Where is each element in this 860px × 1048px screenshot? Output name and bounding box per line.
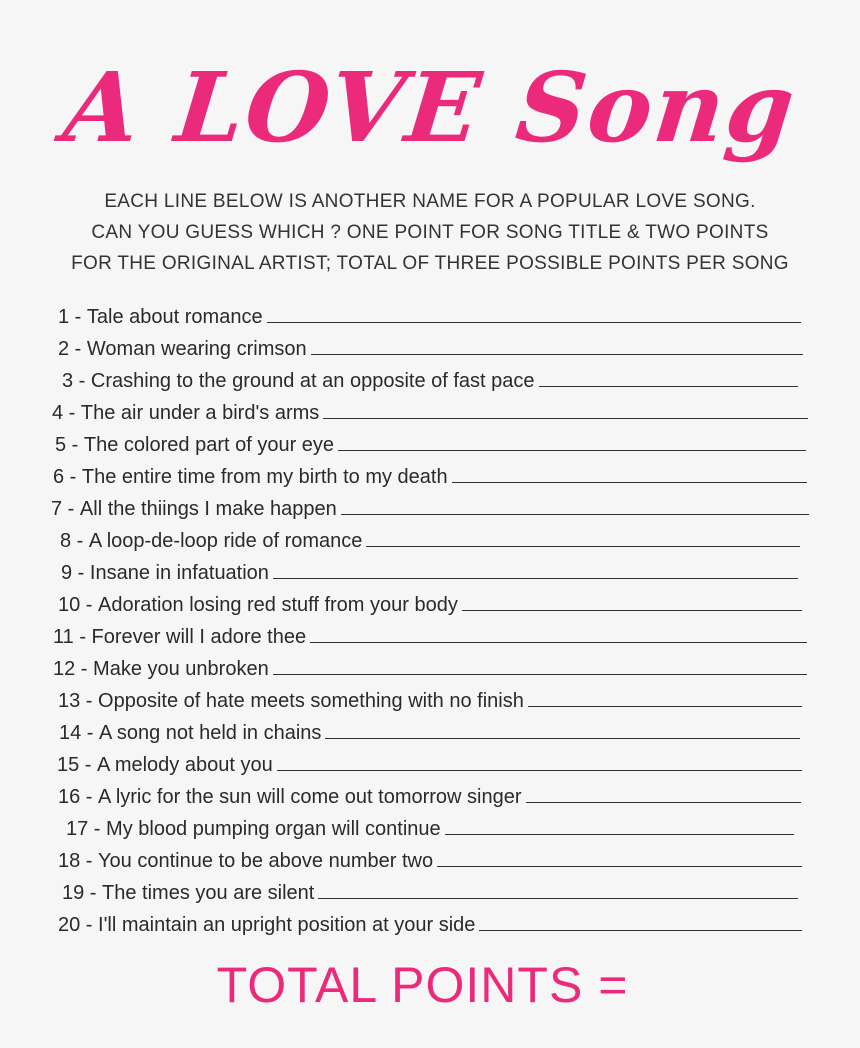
question-number: 11 <box>53 626 74 648</box>
question-text: Opposite of hate meets something with no finish <box>98 690 524 712</box>
answer-line[interactable] <box>526 780 801 803</box>
question-number: 7 <box>51 498 63 520</box>
question-row <box>58 844 802 876</box>
answer-line[interactable] <box>437 844 802 867</box>
question-text: You continue to be above number two <box>98 850 434 872</box>
answer-line[interactable] <box>267 300 801 323</box>
question-number: 5 <box>55 434 67 456</box>
answer-line[interactable] <box>323 396 808 419</box>
answer-line[interactable] <box>273 556 798 579</box>
answer-line[interactable] <box>462 588 802 611</box>
answer-line[interactable] <box>539 364 798 387</box>
question-separator: - <box>73 626 92 648</box>
question-number: 15 <box>57 754 80 776</box>
question-row <box>58 780 801 812</box>
question-number: 8 <box>60 530 72 552</box>
question-number: 18 <box>58 850 81 872</box>
question-text: A song not held in chains <box>99 722 322 744</box>
page-title: A LOVE Song <box>58 51 802 164</box>
question-separator: - <box>63 402 81 424</box>
question-row <box>53 460 807 492</box>
question-text: Woman wearing crimson <box>86 338 307 360</box>
answer-line[interactable] <box>277 748 802 771</box>
question-separator: - <box>80 690 99 712</box>
question-separator: - <box>71 530 89 552</box>
question-row <box>58 684 802 716</box>
question-separator: - <box>69 338 87 360</box>
question-text: The entire time from my birth to my death <box>81 466 448 488</box>
answer-line[interactable] <box>273 652 807 675</box>
question-separator: - <box>75 658 94 680</box>
question-text: Crashing to the ground at an opposite of fast pace <box>90 370 535 392</box>
question-number: 17 <box>66 818 89 840</box>
question-text: Forever will I adore thee <box>91 626 307 648</box>
question-separator: - <box>80 850 99 872</box>
question-text: A loop-de-loop ride of romance <box>88 530 363 552</box>
answer-line[interactable] <box>338 428 806 451</box>
question-row <box>58 588 802 620</box>
question-row <box>66 812 794 844</box>
question-row <box>58 332 803 364</box>
question-row <box>58 908 802 940</box>
question-number: 12 <box>53 658 76 680</box>
question-row <box>59 716 800 748</box>
instructions-line: FOR THE ORIGINAL ARTIST; TOTAL OF THREE POSSIBLE POINTS PER SONG <box>71 253 789 274</box>
question-row <box>60 524 800 556</box>
question-text: Adoration losing red stuff from your body <box>98 594 458 616</box>
question-text: My blood pumping organ will continue <box>106 818 441 840</box>
question-text: The colored part of your eye <box>83 434 335 456</box>
question-separator: - <box>64 466 82 488</box>
question-number: 4 <box>52 402 64 424</box>
question-text: Make you unbroken <box>93 658 269 680</box>
answer-line[interactable] <box>325 716 800 739</box>
question-separator: - <box>80 786 99 808</box>
question-number: 16 <box>58 786 81 808</box>
question-text: A melody about you <box>97 754 273 776</box>
question-row <box>51 492 809 524</box>
question-separator: - <box>66 434 84 456</box>
question-row <box>55 428 806 460</box>
question-row <box>62 364 798 396</box>
question-row <box>57 748 802 780</box>
total-points-label: TOTAL POINTS = <box>216 957 629 1013</box>
question-text: I'll maintain an upright position at your side <box>98 914 476 936</box>
question-row <box>53 620 807 652</box>
question-number: 1 <box>58 306 70 328</box>
question-text: A lyric for the sun will come out tomorrow singer <box>98 786 522 808</box>
instructions-line: EACH LINE BELOW IS ANOTHER NAME FOR A POPULAR LOVE SONG. <box>104 191 756 212</box>
question-separator: - <box>79 754 98 776</box>
question-number: 10 <box>58 594 81 616</box>
question-separator: - <box>81 722 100 744</box>
question-number: 13 <box>58 690 81 712</box>
question-number: 19 <box>62 882 85 904</box>
question-number: 2 <box>58 338 70 360</box>
question-row <box>62 876 798 908</box>
question-separator: - <box>69 306 87 328</box>
answer-line[interactable] <box>479 908 802 931</box>
answer-line[interactable] <box>445 812 794 835</box>
question-row <box>52 396 808 428</box>
answer-line[interactable] <box>310 620 807 643</box>
question-row <box>53 652 807 684</box>
question-text: Insane in infatuation <box>89 562 269 584</box>
question-separator: - <box>80 914 99 936</box>
answer-line[interactable] <box>452 460 807 483</box>
instructions <box>30 186 830 279</box>
question-number: 3 <box>62 370 74 392</box>
question-number: 9 <box>61 562 73 584</box>
question-number: 6 <box>53 466 65 488</box>
instructions-line: CAN YOU GUESS WHICH ? ONE POINT FOR SONG TITLE & TWO POINTS <box>91 222 769 243</box>
answer-line[interactable] <box>528 684 802 707</box>
question-separator: - <box>62 498 80 520</box>
question-row <box>58 300 801 332</box>
question-separator: - <box>88 818 107 840</box>
question-text: All the thiings I make happen <box>79 498 337 520</box>
question-number: 20 <box>58 914 81 936</box>
answer-line[interactable] <box>341 492 809 515</box>
question-text: The times you are silent <box>102 882 315 904</box>
question-separator: - <box>84 882 103 904</box>
answer-line[interactable] <box>366 524 800 547</box>
question-text: The air under a bird's arms <box>80 402 320 424</box>
question-number: 14 <box>59 722 82 744</box>
question-row <box>61 556 798 588</box>
question-separator: - <box>72 562 90 584</box>
question-text: Tale about romance <box>86 306 263 328</box>
question-separator: - <box>80 594 99 616</box>
answer-line[interactable] <box>311 332 803 355</box>
question-separator: - <box>73 370 91 392</box>
answer-line[interactable] <box>318 876 798 899</box>
